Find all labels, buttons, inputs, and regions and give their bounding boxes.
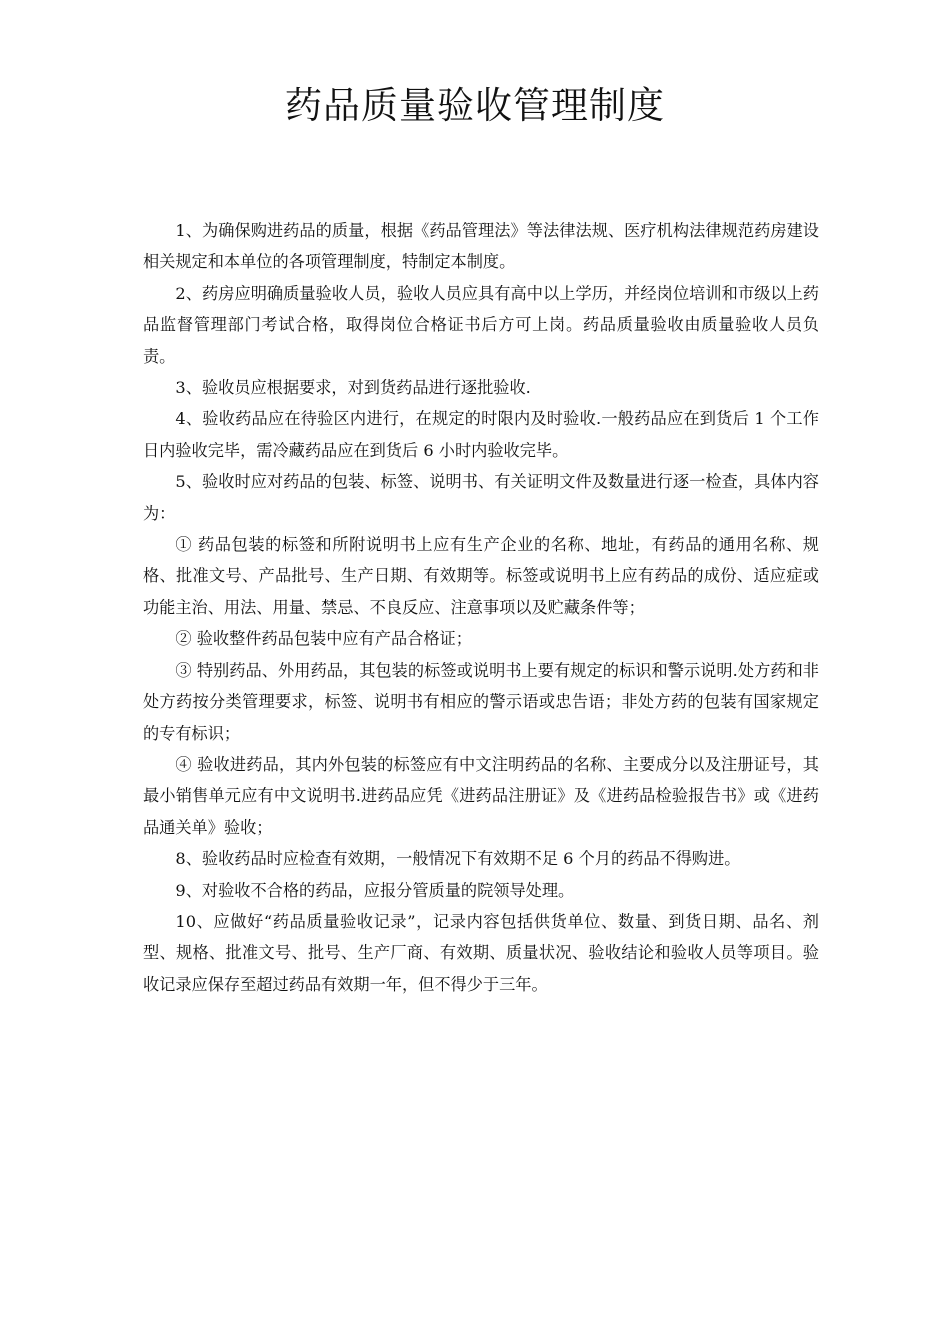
paragraph-sub-4: ④ 验收进药品，其内外包装的标签应有中文注明药品的名称、主要成分以及注册证号，其最小销售单元应有中文说明书.进药品应凭《进药品注册证》及《进药品检验报告书》或《进药品通关单》验收； xyxy=(143,754,819,837)
paragraph-1: 1、为确保购进药品的质量，根据《药品管理法》等法律法规、医疗机构法律规范药房建设相关规定和本单位的各项管理制度，特制定本制度。 xyxy=(143,221,819,272)
paragraph-5: 5、验收时应对药品的包装、标签、说明书、有关证明文件及数量进行逐一检查，具体内容为： xyxy=(143,472,819,523)
document-title: 药品质量验收管理制度 xyxy=(285,84,665,127)
paragraph-2: 2、药房应明确质量验收人员，验收人员应具有高中以上学历，并经岗位培训和市级以上药品监督管理部门考试合格，取得岗位合格证书后方可上岗。药品质量验收由质量验收人员负责。 xyxy=(143,283,819,366)
paragraph-sub-1: ① 药品包装的标签和所附说明书上应有生产企业的名称、地址，有药品的通用名称、规格、批准文号、产品批号、生产日期、有效期等。标签或说明书上应有药品的成份、适应症或功能主治、用法、用量、禁忌、不良反应、注意事项以及贮藏条件等； xyxy=(143,535,819,617)
document-body xyxy=(143,215,819,1000)
paragraph-3: 3、验收员应根据要求，对到货药品进行逐批验收. xyxy=(175,378,531,398)
paragraph-9: 9、对验收不合格的药品，应报分管质量的院领导处理。 xyxy=(175,880,575,900)
paragraph-sub-3: ③ 特别药品、外用药品，其包装的标签或说明书上要有规定的标识和警示说明.处方药和非处方药按分类管理要求，标签、说明书有相应的警示语或忠告语；非处方药的包装有国家规定的专有标识； xyxy=(143,660,819,743)
paragraph-8: 8、验收药品时应检查有效期，一般情况下有效期不足 6 个月的药品不得购进。 xyxy=(175,849,741,869)
paragraph-10: 10、应做好“药品质量验收记录”，记录内容包括供货单位、数量、到货日期、品名、剂型、规格、批准文号、批号、生产厂商、有效期、质量状况、验收结论和验收人员等项目。验收记录应保存至超过药品有效期一年，但不得少于三年。 xyxy=(143,911,819,994)
paragraph-4: 4、验收药品应在待验区内进行，在规定的时限内及时验收.一般药品应在到货后 1 个工作日内验收完毕，需冷藏药品应在到货后 6 小时内验收完毕。 xyxy=(143,409,819,460)
paragraph-sub-2: ② 验收整件药品包装中应有产品合格证； xyxy=(175,629,472,649)
